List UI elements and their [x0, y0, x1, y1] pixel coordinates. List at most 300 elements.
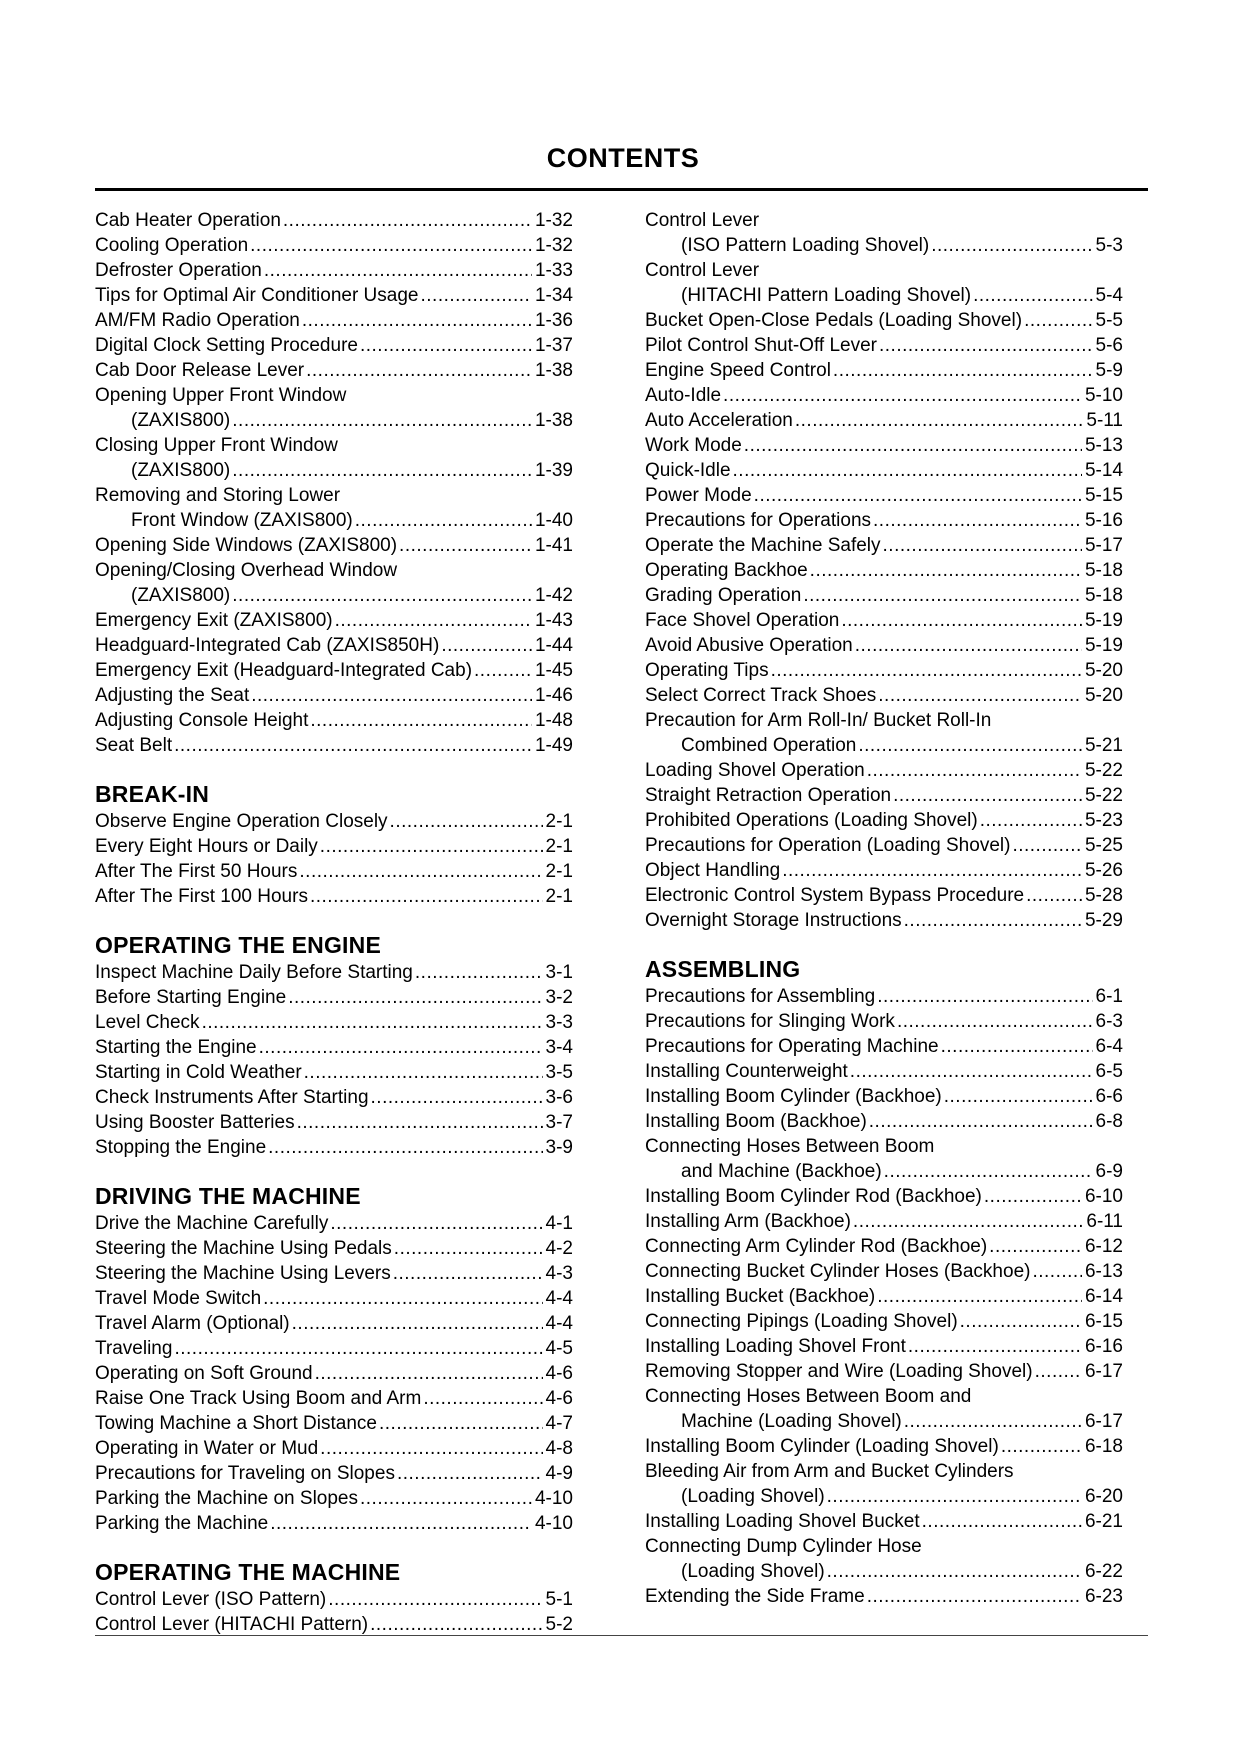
dot-leader: [883, 533, 1082, 558]
dot-leader: [1012, 833, 1082, 858]
engine-group: [95, 960, 573, 1160]
driving-group: [95, 1211, 573, 1536]
toc-entry[interactable]: [645, 533, 1123, 558]
toc-entry[interactable]: [645, 283, 1123, 308]
toc-entry[interactable]: [95, 1486, 573, 1511]
toc-entry[interactable]: [95, 283, 573, 308]
toc-entry[interactable]: [645, 1434, 1123, 1459]
toc-page-number: 5-25: [1084, 835, 1123, 856]
toc-page-number: 3-3: [545, 1012, 573, 1033]
cab-group: [95, 208, 573, 383]
dot-leader: [782, 858, 1082, 883]
toc-entry[interactable]: [645, 1484, 1123, 1509]
toc-entry[interactable]: [95, 358, 573, 383]
toc-page-number: 6-20: [1084, 1486, 1123, 1507]
toc-entry[interactable]: [95, 1461, 573, 1486]
toc-entry[interactable]: [645, 583, 1123, 608]
dot-leader: [320, 834, 543, 859]
toc-page-number: 5-21: [1084, 735, 1123, 756]
toc-entry-title: Parking the Machine on Slopes: [95, 1488, 358, 1509]
toc-entry-title: and Machine (Backhoe): [681, 1161, 882, 1182]
dot-leader: [420, 283, 531, 308]
toc-page-number: 5-9: [1095, 360, 1123, 381]
toc-entry[interactable]: [95, 1386, 573, 1411]
toc-entry-title: Installing Boom Cylinder (Backhoe): [645, 1086, 942, 1107]
toc-entry[interactable]: [95, 1311, 573, 1336]
toc-entry-title: Face Shovel Operation: [645, 610, 840, 631]
toc-entry-title: Adjusting Console Height: [95, 710, 309, 731]
ls-bucket: [645, 1509, 1123, 1534]
toc-page-number: 3-2: [545, 987, 573, 1008]
toc-entry[interactable]: [95, 708, 573, 733]
toc-entry[interactable]: [645, 1109, 1123, 1134]
toc-page-number: 3-5: [545, 1062, 573, 1083]
toc-page-number: 1-41: [534, 535, 573, 556]
toc-page-number: 3-7: [545, 1112, 573, 1133]
page-title: CONTENTS: [546, 143, 700, 173]
toc-entry[interactable]: [95, 1085, 573, 1110]
toc-entry[interactable]: [645, 858, 1123, 883]
upper-open-cont: [95, 408, 573, 433]
toc-entry[interactable]: [95, 583, 573, 608]
toc-page-number: 5-19: [1084, 610, 1123, 631]
toc-entry-title: AM/FM Radio Operation: [95, 310, 300, 331]
toc-entry[interactable]: [645, 808, 1123, 833]
toc-entry[interactable]: [95, 633, 573, 658]
toc-entry[interactable]: [645, 1159, 1123, 1184]
toc-entry[interactable]: [645, 508, 1123, 533]
toc-entry-title: Connecting Arm Cylinder Rod (Backhoe): [645, 1236, 988, 1257]
toc-entry-title: Front Window (ZAXIS800): [131, 510, 353, 531]
dot-leader: [723, 383, 1082, 408]
section-heading-operating-machine: OPERATING THE MACHINE: [95, 1559, 401, 1585]
toc-entry-line[interactable]: Removing and Storing Lower: [95, 485, 341, 506]
toc-entry-title: Cab Heater Operation: [95, 210, 281, 231]
dot-leader: [232, 458, 532, 483]
dot-leader: [394, 1236, 543, 1261]
toc-entry[interactable]: [645, 1034, 1123, 1059]
toc-page-number: 5-20: [1084, 660, 1123, 681]
toc-page-number: 3-4: [545, 1037, 573, 1058]
dot-leader: [908, 1334, 1082, 1359]
toc-entry-title: Grading Operation: [645, 585, 802, 606]
toc-entry[interactable]: [95, 508, 573, 533]
toc-entry-title: Steering the Machine Using Pedals: [95, 1238, 392, 1259]
toc-entry[interactable]: [95, 1411, 573, 1436]
toc-entry-title: Electronic Control System Bypass Procedure: [645, 885, 1025, 906]
toc-entry-title: Emergency Exit (ZAXIS800): [95, 610, 333, 631]
toc-entry-title: Precautions for Traveling on Slopes: [95, 1463, 395, 1484]
toc-entry[interactable]: [95, 733, 573, 758]
toc-entry[interactable]: [645, 783, 1123, 808]
dot-leader: [360, 333, 532, 358]
toc-entry[interactable]: [95, 859, 573, 884]
toc-entry[interactable]: [645, 1259, 1123, 1284]
toc-entry-title: Operating Backhoe: [645, 560, 808, 581]
toc-entry-title: After The First 100 Hours: [95, 886, 308, 907]
toc-page-number: 6-17: [1084, 1361, 1123, 1382]
toc-page-number: 6-12: [1084, 1236, 1123, 1257]
dot-leader: [306, 358, 532, 383]
toc-page-number: 5-23: [1084, 810, 1123, 831]
toc-entry[interactable]: [95, 1010, 573, 1035]
toc-entry[interactable]: [95, 1236, 573, 1261]
toc-entry-title: Operating Tips: [645, 660, 769, 681]
toc-entry[interactable]: [645, 558, 1123, 583]
dot-leader: [335, 608, 532, 633]
toc-page-number: 5-18: [1084, 560, 1123, 581]
toc-entry[interactable]: [645, 1209, 1123, 1234]
toc-page-number: 1-40: [534, 510, 573, 531]
toc-page-number: 4-7: [545, 1413, 573, 1434]
toc-entry-title: Travel Alarm (Optional): [95, 1313, 290, 1334]
dot-leader: [803, 583, 1082, 608]
toc-entry-title: Bucket Open-Close Pedals (Loading Shovel): [645, 310, 1023, 331]
toc-entry-title: After The First 50 Hours: [95, 861, 298, 882]
toc-page-number: 6-21: [1084, 1511, 1123, 1532]
toc-entry-line[interactable]: Precaution for Arm Roll-In/ Bucket Roll-In: [645, 710, 992, 731]
dot-leader: [259, 1035, 543, 1060]
dot-leader: [315, 1361, 543, 1386]
toc-entry[interactable]: [645, 308, 1123, 333]
toc-page-number: 5-2: [545, 1614, 573, 1635]
dot-leader: [827, 1559, 1082, 1584]
toc-entry[interactable]: [95, 1436, 573, 1461]
toc-entry[interactable]: [95, 1612, 573, 1637]
toc-entry-title: Installing Loading Shovel Front: [645, 1336, 906, 1357]
dot-leader: [379, 1411, 543, 1436]
toc-page-number: 6-18: [1084, 1436, 1123, 1457]
toc-entry-title: Operating in Water or Mud: [95, 1438, 319, 1459]
toc-entry-title: Steering the Machine Using Levers: [95, 1263, 391, 1284]
dot-leader: [1032, 1259, 1082, 1284]
rollin-cont: [645, 733, 1123, 758]
toc-entry-title: Operate the Machine Safely: [645, 535, 881, 556]
toc-entry[interactable]: [645, 358, 1123, 383]
toc-entry[interactable]: [645, 658, 1123, 683]
toc-entry[interactable]: [95, 1587, 573, 1612]
toc-entry-line[interactable]: Opening/Closing Overhead Window: [95, 560, 398, 581]
hoses-ls-cont: [645, 1409, 1123, 1434]
toc-entry-title: (Loading Shovel): [681, 1561, 825, 1582]
toc-entry-title: Avoid Abusive Operation: [645, 635, 853, 656]
toc-entry[interactable]: [645, 408, 1123, 433]
cl-iso-cont: [645, 233, 1123, 258]
toc-page-number: 6-16: [1084, 1336, 1123, 1357]
toc-entry[interactable]: [645, 1084, 1123, 1109]
dot-leader: [283, 208, 532, 233]
toc-entry-title: Opening Side Windows (ZAXIS800): [95, 535, 398, 556]
toc-entry[interactable]: [645, 1059, 1123, 1084]
toc-entry-title: Before Starting Engine: [95, 987, 287, 1008]
toc-entry-line[interactable]: Connecting Hoses Between Boom and: [645, 1386, 972, 1407]
toc-entry-line[interactable]: Control Lever: [645, 210, 760, 231]
toc-page-number: 1-49: [534, 735, 573, 756]
toc-page-number: 6-6: [1095, 1086, 1123, 1107]
toc-entry[interactable]: [95, 308, 573, 333]
toc-entry-title: Tips for Optimal Air Conditioner Usage: [95, 285, 419, 306]
toc-page-number: 6-1: [1095, 986, 1123, 1007]
dot-leader: [250, 233, 532, 258]
toc-entry[interactable]: [645, 1009, 1123, 1034]
toc-entry[interactable]: [645, 433, 1123, 458]
lower-cont: [95, 508, 573, 533]
toc-entry[interactable]: [645, 733, 1123, 758]
dot-leader: [304, 1060, 543, 1085]
toc-page-number: 1-32: [534, 210, 573, 231]
dot-leader: [941, 1034, 1093, 1059]
dot-leader: [922, 1509, 1082, 1534]
toc-right-column: [645, 208, 1123, 1609]
toc-entry[interactable]: [95, 408, 573, 433]
toc-entry-title: Every Eight Hours or Daily: [95, 836, 318, 857]
toc-entry[interactable]: [95, 834, 573, 859]
toc-entry-title: Installing Counterweight: [645, 1061, 848, 1082]
toc-entry[interactable]: [645, 633, 1123, 658]
dot-leader: [850, 1059, 1093, 1084]
toc-entry-title: Loading Shovel Operation: [645, 760, 865, 781]
toc-entry[interactable]: [95, 960, 573, 985]
dot-leader: [771, 658, 1082, 683]
dot-leader: [877, 1284, 1082, 1309]
toc-entry[interactable]: [95, 683, 573, 708]
toc-entry-title: Traveling: [95, 1338, 173, 1359]
toc-page-number: 4-4: [545, 1313, 573, 1334]
toc-entry[interactable]: [95, 233, 573, 258]
asm2-group: [645, 1184, 1123, 1384]
toc-entry-title: Extending the Side Frame: [645, 1586, 865, 1607]
toc-entry-title: Digital Clock Setting Procedure: [95, 335, 358, 356]
toc-entry[interactable]: [645, 483, 1123, 508]
toc-entry[interactable]: [645, 883, 1123, 908]
toc-entry-line[interactable]: Bleeding Air from Arm and Bucket Cylinders: [645, 1461, 1014, 1482]
toc-entry-title: Drive the Machine Carefully: [95, 1213, 329, 1234]
toc-entry-title: (ZAXIS800): [131, 460, 231, 481]
toc-entry[interactable]: [645, 1234, 1123, 1259]
toc-page-number: 4-9: [545, 1463, 573, 1484]
toc-entry-title: Engine Speed Control: [645, 360, 831, 381]
toc-entry-line[interactable]: Control Lever: [645, 260, 760, 281]
dot-leader: [1026, 883, 1082, 908]
toc-entry[interactable]: [645, 333, 1123, 358]
toc-entry[interactable]: [95, 1060, 573, 1085]
toc-entry-title: Connecting Bucket Cylinder Hoses (Backhoe): [645, 1261, 1031, 1282]
toc-entry[interactable]: [95, 1286, 573, 1311]
title-divider: [95, 188, 1148, 191]
toc-page-number: 5-11: [1086, 410, 1123, 431]
side-frame: [645, 1584, 1123, 1609]
toc-entry-title: Combined Operation: [681, 735, 857, 756]
toc-entry-line[interactable]: Opening Upper Front Window: [95, 385, 347, 406]
toc-entry-line[interactable]: Connecting Hoses Between Boom: [645, 1136, 935, 1157]
toc-entry-title: Defroster Operation: [95, 260, 262, 281]
ops2-group: [645, 758, 1123, 933]
toc-entry-title: Travel Mode Switch: [95, 1288, 262, 1309]
toc-page-number: 1-38: [534, 410, 573, 431]
toc-page-number: 4-10: [534, 1513, 573, 1534]
toc-page-number: 6-11: [1086, 1211, 1123, 1232]
toc-page-number: 4-10: [534, 1488, 573, 1509]
toc-entry-title: Seat Belt: [95, 735, 173, 756]
toc-left-column: [95, 208, 573, 1637]
dot-leader: [858, 733, 1082, 758]
dot-leader: [904, 908, 1082, 933]
dot-leader: [328, 1587, 542, 1612]
upper-close-cont: [95, 458, 573, 483]
hoses-bh-cont: [645, 1159, 1123, 1184]
toc-entry[interactable]: [645, 683, 1123, 708]
toc-entry[interactable]: [645, 233, 1123, 258]
dot-leader: [263, 1286, 542, 1311]
footer-divider: [95, 1635, 1148, 1636]
toc-entry[interactable]: [95, 985, 573, 1010]
dot-leader: [867, 758, 1082, 783]
toc-entry[interactable]: [645, 608, 1123, 633]
toc-entry-title: (ISO Pattern Loading Shovel): [681, 235, 930, 256]
toc-entry[interactable]: [645, 1359, 1123, 1384]
dot-leader: [989, 1234, 1082, 1259]
toc-entry[interactable]: [645, 984, 1123, 1009]
dot-leader: [960, 1309, 1082, 1334]
toc-entry[interactable]: [95, 608, 573, 633]
toc-page-number: 5-1: [545, 1589, 573, 1610]
toc-entry[interactable]: [645, 1309, 1123, 1334]
toc-entry[interactable]: [645, 1334, 1123, 1359]
toc-entry-title: Operating on Soft Ground: [95, 1363, 313, 1384]
asm1-group: [645, 984, 1123, 1134]
toc-page-number: 5-26: [1084, 860, 1123, 881]
dot-leader: [795, 408, 1084, 433]
toc-entry[interactable]: [95, 533, 573, 558]
toc-entry-title: Cooling Operation: [95, 235, 249, 256]
toc-page-number: 5-18: [1084, 585, 1123, 606]
toc-page-number: 1-34: [534, 285, 573, 306]
toc-entry[interactable]: [645, 383, 1123, 408]
toc-entry[interactable]: [645, 1184, 1123, 1209]
toc-page-number: 4-5: [545, 1338, 573, 1359]
toc-entry-title: Overnight Storage Instructions: [645, 910, 902, 931]
toc-entry-title: Straight Retraction Operation: [645, 785, 892, 806]
toc-page-number: 4-6: [545, 1388, 573, 1409]
toc-entry[interactable]: [95, 1035, 573, 1060]
toc-entry[interactable]: [95, 258, 573, 283]
toc-entry[interactable]: [95, 1261, 573, 1286]
dot-leader: [733, 458, 1082, 483]
toc-page-number: 4-3: [545, 1263, 573, 1284]
dot-leader: [855, 633, 1082, 658]
toc-entry-title: Precautions for Slinging Work: [645, 1011, 895, 1032]
toc-page-number: 6-17: [1084, 1411, 1123, 1432]
dot-leader: [980, 808, 1082, 833]
toc-entry[interactable]: [645, 458, 1123, 483]
overhead-cont: [95, 583, 573, 608]
toc-entry-title: (Loading Shovel): [681, 1486, 825, 1507]
toc-entry[interactable]: [95, 333, 573, 358]
toc-entry[interactable]: [645, 1409, 1123, 1434]
toc-page-number: 1-48: [534, 710, 573, 731]
toc-entry-title: Prohibited Operations (Loading Shovel): [645, 810, 978, 831]
toc-entry[interactable]: [95, 1511, 573, 1536]
toc-entry-title: Control Lever (ISO Pattern): [95, 1589, 327, 1610]
toc-entry[interactable]: [95, 658, 573, 683]
dot-leader: [754, 483, 1082, 508]
toc-entry[interactable]: [95, 1336, 573, 1361]
toc-page-number: 6-8: [1095, 1111, 1123, 1132]
toc-entry-title: Precautions for Operating Machine: [645, 1036, 939, 1057]
toc-entry[interactable]: [95, 1110, 573, 1135]
dot-leader: [251, 683, 532, 708]
toc-entry[interactable]: [95, 208, 573, 233]
toc-page-number: 5-28: [1084, 885, 1123, 906]
toc-entry-title: Auto-Idle: [645, 385, 722, 406]
dot-leader: [931, 233, 1092, 258]
toc-entry[interactable]: [645, 1509, 1123, 1534]
toc-entry-title: Towing Machine a Short Distance: [95, 1413, 377, 1434]
toc-entry-title: Select Correct Track Shoes: [645, 685, 877, 706]
toc-entry[interactable]: [95, 884, 573, 909]
toc-page-number: 6-9: [1095, 1161, 1123, 1182]
dot-leader: [302, 308, 532, 333]
toc-entry[interactable]: [95, 1361, 573, 1386]
dot-leader: [869, 1109, 1093, 1134]
toc-page-number: 2-1: [545, 861, 573, 882]
toc-entry[interactable]: [95, 1211, 573, 1236]
toc-page-number: 3-1: [545, 962, 573, 983]
section-heading-break-in: BREAK-IN: [95, 781, 210, 807]
toc-entry[interactable]: [95, 809, 573, 834]
toc-entry[interactable]: [645, 758, 1123, 783]
toc-page-number: 1-38: [534, 360, 573, 381]
toc-entry[interactable]: [645, 1284, 1123, 1309]
dot-leader: [264, 258, 532, 283]
toc-entry[interactable]: [95, 1135, 573, 1160]
toc-entry-title: Starting the Engine: [95, 1037, 257, 1058]
dot-leader: [877, 984, 1092, 1009]
toc-entry[interactable]: [645, 1559, 1123, 1584]
toc-page-number: 6-14: [1084, 1286, 1123, 1307]
toc-page-number: 6-22: [1084, 1561, 1123, 1582]
toc-entry-title: Cab Door Release Lever: [95, 360, 305, 381]
dot-leader: [853, 1209, 1083, 1234]
toc-entry-line[interactable]: Closing Upper Front Window: [95, 435, 338, 456]
dot-leader: [904, 1409, 1082, 1434]
toc-page-number: 5-19: [1084, 635, 1123, 656]
toc-entry-title: (HITACHI Pattern Loading Shovel): [681, 285, 972, 306]
section-heading-assembling: ASSEMBLING: [645, 956, 801, 982]
toc-page-number: 5-13: [1084, 435, 1123, 456]
toc-entry-title: Control Lever (HITACHI Pattern): [95, 1614, 369, 1635]
dot-leader: [268, 1135, 542, 1160]
toc-page-number: 6-4: [1095, 1036, 1123, 1057]
toc-entry-title: Connecting Pipings (Loading Shovel): [645, 1311, 958, 1332]
dot-leader: [833, 358, 1093, 383]
toc-page-number: 1-45: [534, 660, 573, 681]
toc-entry-line[interactable]: Connecting Dump Cylinder Hose: [645, 1536, 922, 1557]
toc-entry-title: Work Mode: [645, 435, 742, 456]
toc-page-number: 1-37: [534, 335, 573, 356]
operating-group: [95, 1587, 573, 1637]
dot-leader: [893, 783, 1082, 808]
toc-entry[interactable]: [95, 458, 573, 483]
toc-entry-title: Emergency Exit (Headguard-Integrated Cab): [95, 660, 473, 681]
toc-page-number: 5-15: [1084, 485, 1123, 506]
toc-page-number: 5-29: [1084, 910, 1123, 931]
toc-entry[interactable]: [645, 908, 1123, 933]
dot-leader: [360, 1486, 532, 1511]
toc-entry[interactable]: [645, 1584, 1123, 1609]
toc-entry[interactable]: [645, 833, 1123, 858]
toc-entry-title: Parking the Machine: [95, 1513, 269, 1534]
